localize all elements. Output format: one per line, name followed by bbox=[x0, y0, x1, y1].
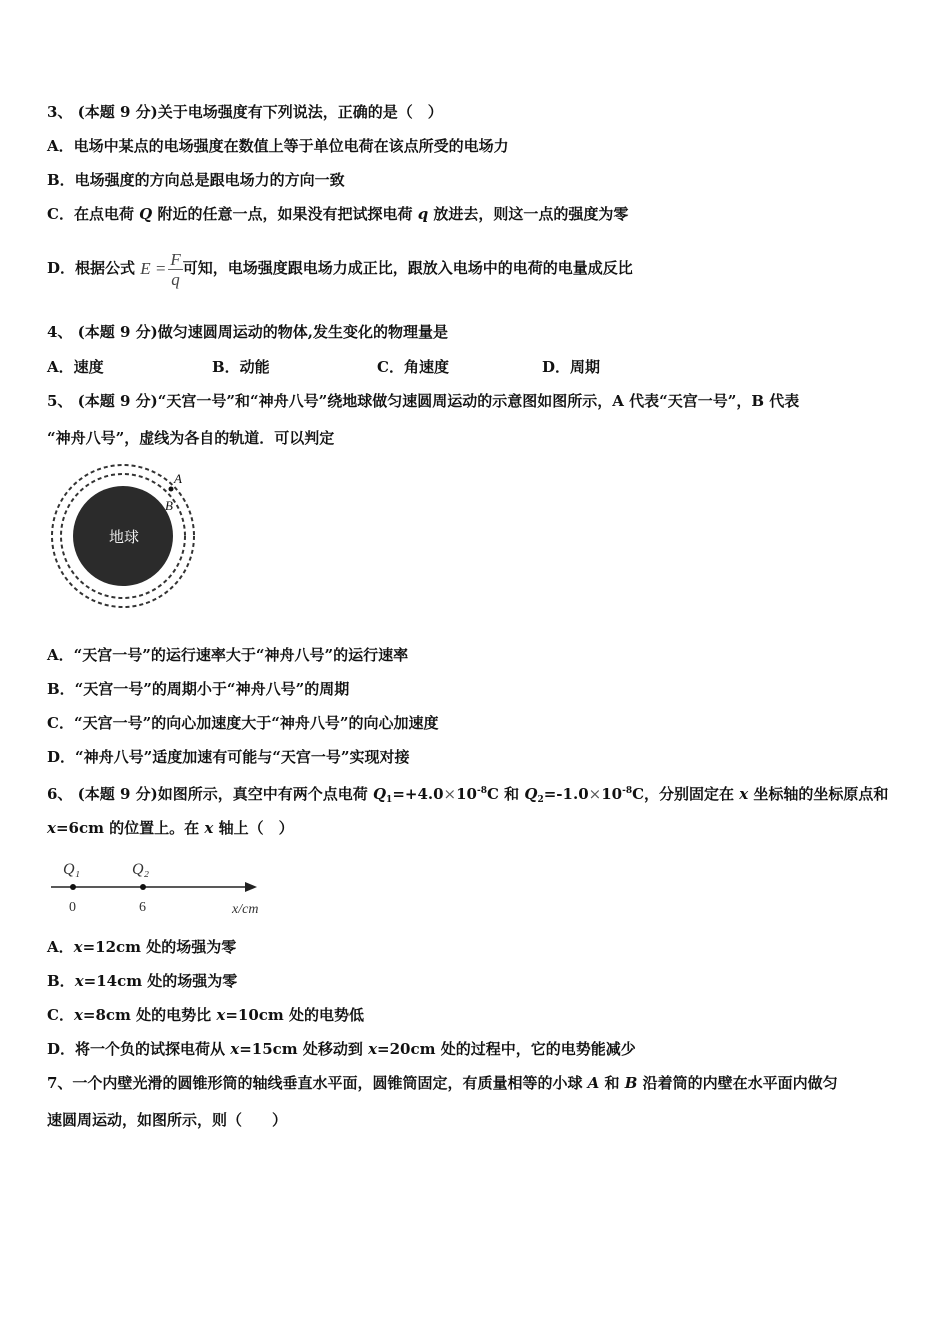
q4-option-b: B．动能 bbox=[212, 358, 270, 376]
point-a bbox=[169, 487, 174, 492]
tick-0: 0 bbox=[69, 900, 76, 915]
q4-option-d: D．周期 bbox=[542, 358, 601, 376]
charge-q1 bbox=[70, 884, 76, 890]
q5-option-a: A．“天宫一号”的运行速率大于“神舟八号”的运行速率 bbox=[47, 646, 409, 664]
label-q1: Q₁ bbox=[63, 861, 81, 878]
q6-option-c: C．x=8cm 处的电势比 x=10cm 处的电势低 bbox=[47, 1006, 364, 1024]
q5-option-d: D．“神舟八号”适度加速有可能与“天宫一号”实现对接 bbox=[47, 748, 410, 766]
q3-option-c: C．在点电荷 Q 附近的任意一点，如果没有把试探电荷 q 放进去，则这一点的强度为零 bbox=[47, 205, 629, 223]
axis-arrow bbox=[245, 882, 257, 892]
q4-options bbox=[47, 357, 707, 377]
axis-diagram bbox=[45, 855, 275, 917]
q3-stem: 3、 (本题 9 分)关于电场强度有下列说法，正确的是（ ） bbox=[47, 103, 443, 121]
charge-q2 bbox=[140, 884, 146, 890]
tick-6: 6 bbox=[139, 900, 146, 915]
q7-stem-line1: 7、一个内壁光滑的圆锥形筒的轴线垂直水平面，圆锥筒固定，有质量相等的小球 A 和 B 沿着筒的内壁在水平面内做匀 bbox=[47, 1074, 838, 1092]
axis-label: x/cm bbox=[232, 902, 259, 917]
q3-option-d: D．根据公式 E = $\frac{F}{q}$ 可知，电场强度跟电场力成正比，跟放入电场中的电荷的电量成反比 bbox=[47, 246, 633, 292]
q6-stem-line2: x=6cm 的位置上。在 x 轴上（ ） bbox=[47, 819, 294, 837]
formula-e-equals-f-over-q: E = $\frac{F}{q}$ bbox=[140, 249, 181, 289]
q6-option-b: B．x=14cm 处的场强为零 bbox=[47, 972, 238, 990]
q4-option-c: C．角速度 bbox=[377, 358, 449, 376]
q6-option-a: A．x=12cm 处的场强为零 bbox=[47, 938, 237, 956]
q4-option-a: A．速度 bbox=[47, 358, 104, 376]
q6-stem-line1: 6、 (本题 9 分)如图所示，真空中有两个点电荷 $Q_1=+4.0\times 10^{-8}C$ 和 $Q_2=-1.0\times 10^{-8}C$，分别固定在 x 坐标轴的坐标原点和 bbox=[47, 785, 889, 805]
q6-option-d: D．将一个负的试探电荷从 x=15cm 处移动到 x=20cm 处的过程中，它的电势能减少 bbox=[47, 1040, 636, 1058]
q5-option-b: B．“天宫一号”的周期小于“神舟八号”的周期 bbox=[47, 680, 350, 698]
label-q2: Q₂ bbox=[132, 861, 150, 878]
q5-stem-line1: 5、 (本题 9 分)“天宫一号”和“神舟八号”绕地球做匀速圆周运动的示意图如图所示，A 代表“天宫一号”，B 代表 bbox=[47, 392, 800, 410]
q3-option-b: B．电场强度的方向总是跟电场力的方向一致 bbox=[47, 171, 345, 189]
q3-option-a: A．电场中某点的电场强度在数值上等于单位电荷在该点所受的电场力 bbox=[47, 137, 509, 155]
q7-stem-line2: 速圆周运动，如图所示，则（ ） bbox=[47, 1111, 288, 1129]
q5-option-c: C．“天宫一号”的向心加速度大于“神舟八号”的向心加速度 bbox=[47, 714, 439, 732]
earth-label: 地球 bbox=[109, 530, 140, 546]
label-b: B bbox=[165, 498, 173, 513]
q5-stem-line2: “神舟八号”，虚线为各自的轨道．可以判定 bbox=[47, 429, 335, 447]
label-a: A bbox=[174, 471, 182, 486]
q4-stem: 4、 (本题 9 分)做匀速圆周运动的物体,发生变化的物理量是 bbox=[47, 323, 448, 341]
orbit-diagram bbox=[45, 458, 205, 618]
